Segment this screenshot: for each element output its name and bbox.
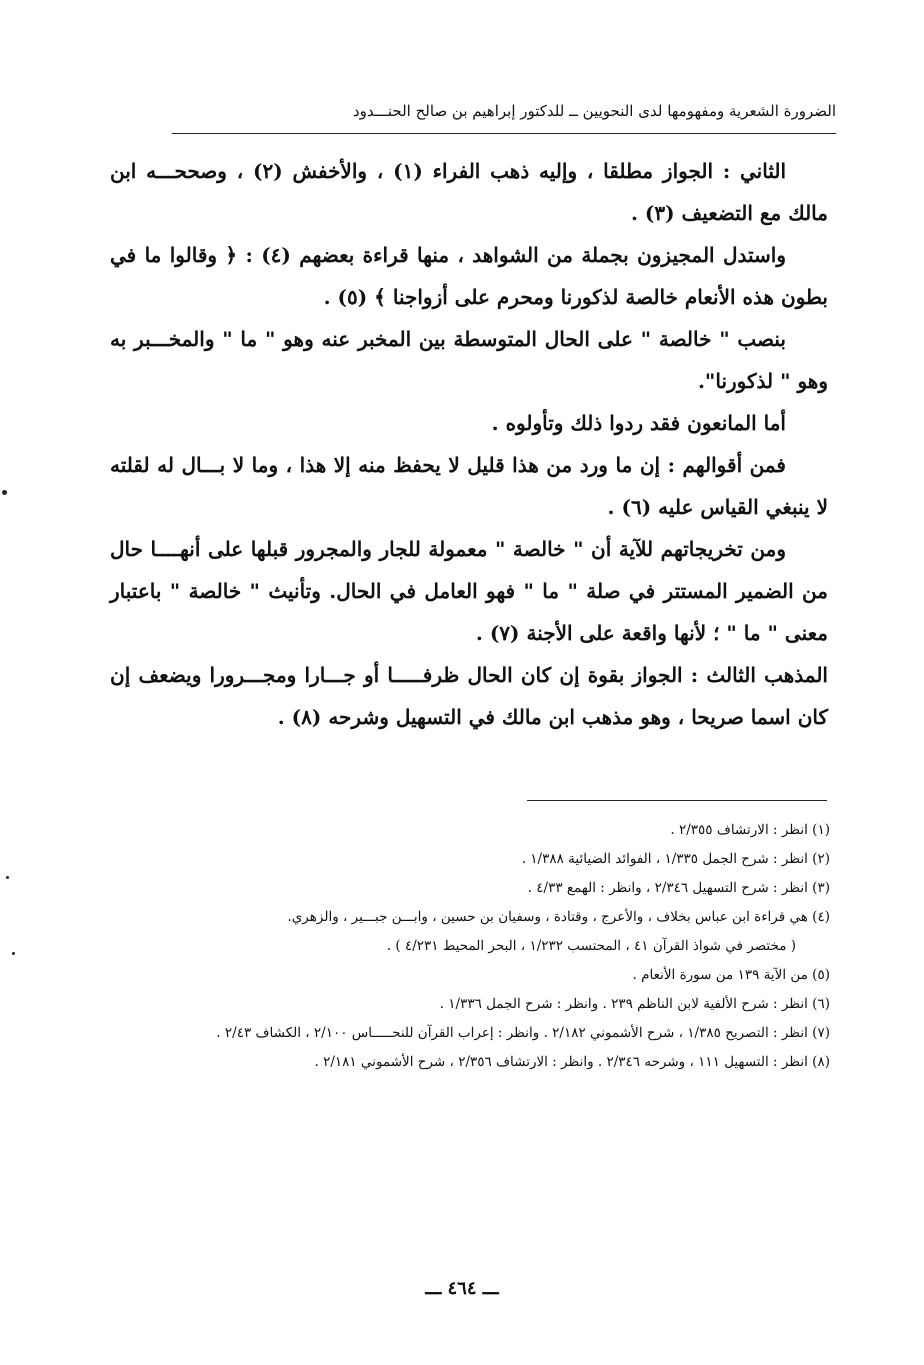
- paragraph: أما المانعون فقد ردوا ذلك وتأولوه .: [491, 411, 786, 435]
- footnote: [108, 1019, 830, 1048]
- paragraph: فمن أقوالهم : إن ما ورد من هذا قليل لا يحفظ منه إلا هذا ، وما لا بـــال له لقلته لا ينبغي القياس عليه (٦) .: [110, 453, 828, 519]
- footnote-number: (٣): [812, 880, 830, 896]
- footnote: [108, 874, 830, 903]
- footnote: [108, 990, 830, 1019]
- footnote-separator: [527, 800, 827, 801]
- footnote-number: (٥): [812, 967, 830, 983]
- paragraph: واستدل المجيزون بجملة من الشواهد ، منها قراءة بعضهم (٤) : ﴿ وقالوا ما في بطون هذه الأنعام خالصة لذكورنا ومحرم على أزواجنا ﴾ (٥) .: [110, 243, 828, 309]
- scan-mark: [6, 876, 9, 879]
- footnote-text: انظر : شرح الألفية لابن الناظم ٢٣٩ . وانظر : شرح الجمل ١/٣٣٦ .: [439, 996, 808, 1012]
- scan-mark: [2, 490, 7, 495]
- footnote-number: (١): [812, 822, 830, 838]
- paragraph: بنصب " خالصة " على الحال المتوسطة بين المخبر عنه وهو " ما " والمخـــبر به وهو " لذكورنا".: [110, 327, 828, 393]
- footnote: [108, 845, 830, 874]
- footnote-number: (٧): [812, 1025, 830, 1041]
- footnote-text: هي قراءة ابن عباس بخلاف ، والأعرج ، وقتادة ، وسفيان بن حسين ، وابـــن جبـــير ، والزهري.: [287, 909, 808, 925]
- footnote-text: انظر : التسهيل ١١١ ، وشرحه ٢/٣٤٦ . وانظر : الارتشاف ٢/٣٥٦ ، شرح الأشموني ٢/١٨١ .: [314, 1054, 808, 1070]
- footnote-number: (٦): [812, 996, 830, 1012]
- scan-mark: [12, 952, 15, 955]
- footnote-text: انظر : شرح الجمل ١/٣٣٥ ، الفوائد الضيائية ١/٣٨٨ .: [521, 851, 808, 867]
- footnote-text: انظر : التصريح ١/٣٨٥ ، شرح الأشموني ٢/١٨٢ . وانظر : إعراب القرآن للنحـــــاس ٢/١٠٠ ، الكشاف ٢/٤٣ .: [216, 1025, 808, 1041]
- paragraph: الثاني : الجواز مطلقا ، وإليه ذهب الفراء (١) ، والأخفش (٢) ، وصححـــه ابن مالك مع التضعيف (٣) .: [110, 159, 828, 225]
- footnote-number: (٢): [812, 851, 830, 867]
- footnotes: [108, 816, 830, 1077]
- page-number: ـــ ٤٦٤ ـــ: [425, 1278, 499, 1299]
- footnote-number: (٨): [812, 1054, 830, 1070]
- footnote-number: (٤): [812, 909, 830, 925]
- footnote: [108, 816, 830, 845]
- paragraph: المذهب الثالث : الجواز بقوة إن كان الحال ظرفـــــا أو جـــارا ومجـــرورا ويضعف إن كان اسما صريحا ، وهو مذهب ابن مالك في التسهيل وشرحه (٨) .: [110, 663, 828, 729]
- footnote: [108, 961, 830, 990]
- footnote-text: انظر : الارتشاف ٢/٣٥٥ .: [670, 822, 808, 838]
- main-text: [110, 150, 828, 738]
- header-rule: [172, 133, 836, 134]
- paragraph: ومن تخريجاتهم للآية أن " خالصة " معمولة للجار والمجرور قبلها على أنهــــا حال من الضمير المستتر في صلة " ما " فهو العامل في الحال. وتأنيث " خالصة " باعتبار معنى " ما " ؛ لأنها واقعة على الأجنة (٧) .: [110, 537, 828, 645]
- footnote: [108, 1048, 830, 1077]
- footnote-text: انظر : شرح التسهيل ٢/٣٤٦ ، وانظر : الهمع ٤/٣٣ .: [527, 880, 808, 896]
- footnote-continuation: ( مختصر في شواذ القرآن ٤١ ، المحتسب ١/٢٣٢ ، البحر المحيط ٤/٢٣١ ) .: [386, 938, 796, 954]
- running-header: الضرورة الشعرية ومفهومها لدى النحويين ــ للدكتور إبراهيم بن صالح الحنـــدود: [352, 102, 836, 120]
- footnote: [108, 903, 830, 961]
- footnote-text: من الآية ١٣٩ من سورة الأنعام .: [632, 967, 808, 983]
